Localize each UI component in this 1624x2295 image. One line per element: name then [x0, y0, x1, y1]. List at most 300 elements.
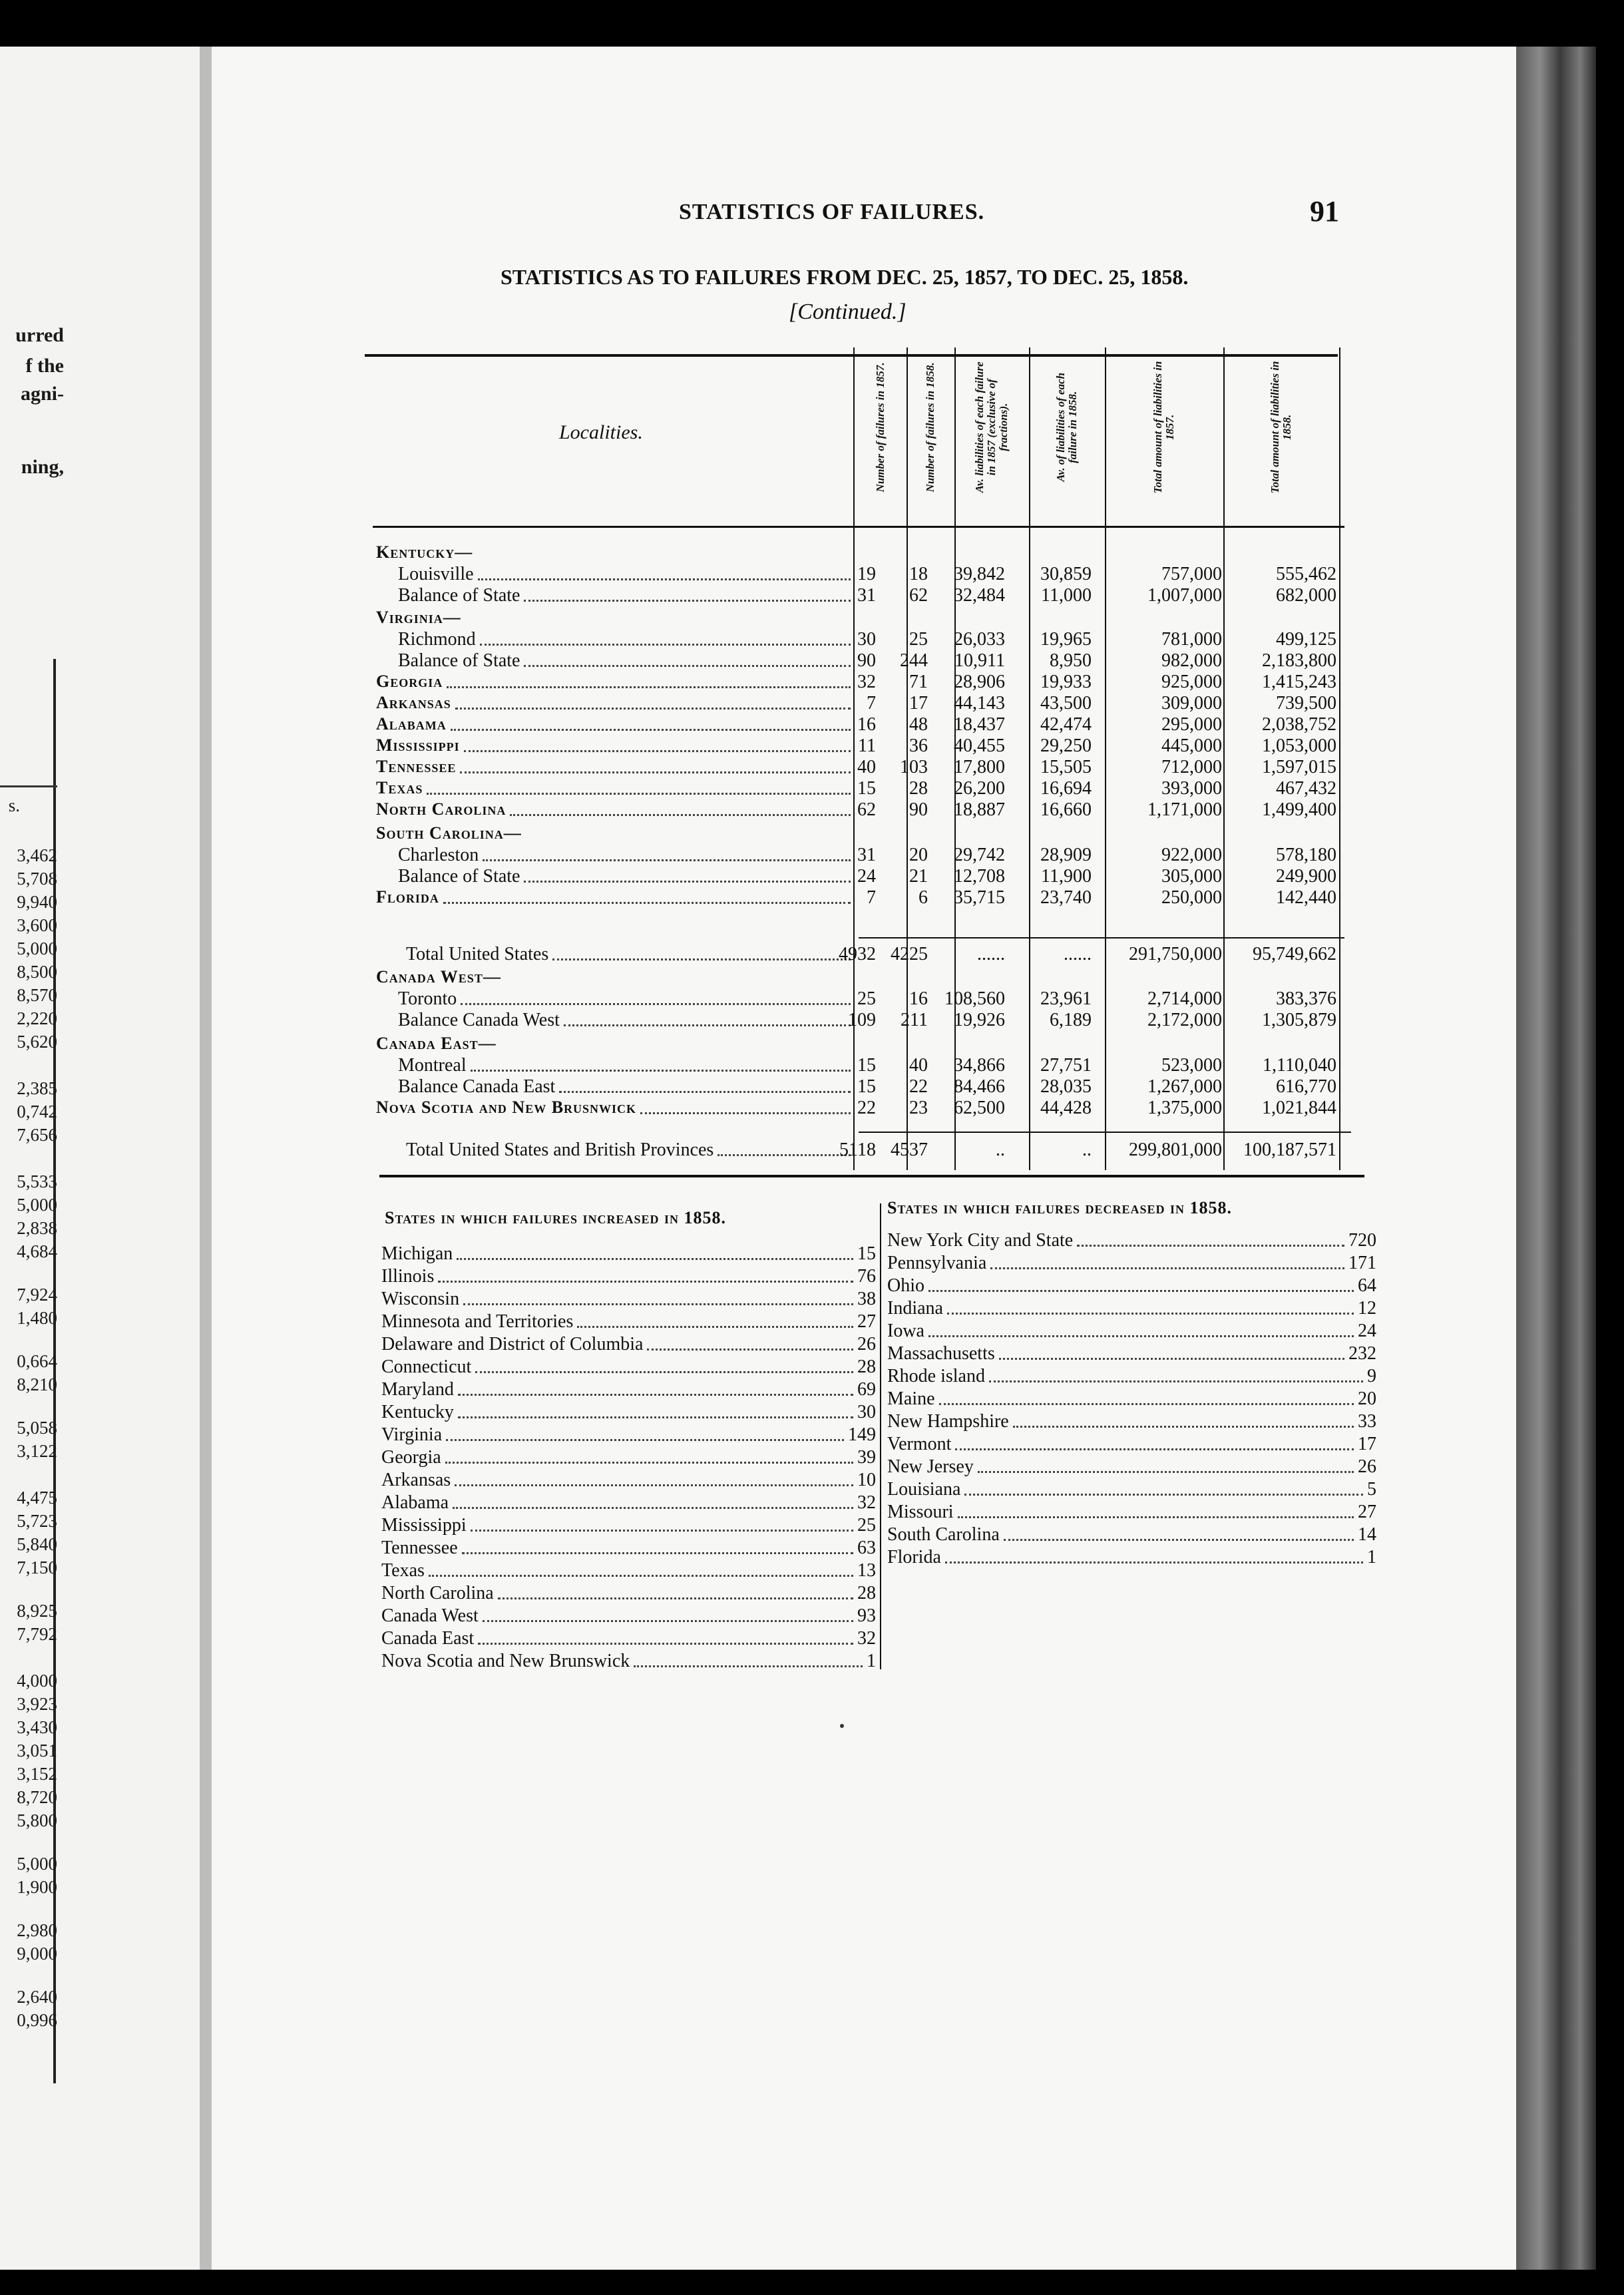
list-item-name: Louisiana [887, 1479, 961, 1500]
leader-dots [964, 1479, 1363, 1496]
list-item-value: 76 [857, 1266, 876, 1287]
row-cell: 29,250 [1040, 735, 1092, 756]
list-item [381, 1334, 876, 1355]
left-number: 9,000 [17, 1944, 57, 1964]
list-item [887, 1366, 1376, 1387]
left-number: 7,924 [17, 1285, 57, 1305]
table-row [0, 967, 1624, 988]
left-number: 7,150 [17, 1558, 57, 1577]
row-cell: 578,180 [1276, 845, 1336, 865]
list-item-name: Vermont [887, 1434, 952, 1454]
list-item [381, 1402, 876, 1423]
list-item-value: 26 [857, 1334, 876, 1355]
left-text-fragment: urred [15, 324, 64, 346]
list-item-name: Tennessee [381, 1538, 458, 1558]
row-cell: 445,000 [1161, 735, 1222, 756]
leader-dots [457, 1243, 853, 1260]
row-cell: 10,911 [954, 650, 1005, 671]
list-item [887, 1321, 1376, 1342]
list-item [887, 1298, 1376, 1319]
row-cell: 20 [909, 845, 928, 865]
row-cell: 11 [858, 735, 876, 756]
row-cell: 28,906 [954, 672, 1005, 692]
leader-dots [455, 693, 851, 710]
list-item-name: Massachusetts [887, 1343, 995, 1364]
row-locality: Louisville [398, 564, 474, 584]
row-cell: 4537 [891, 1140, 928, 1160]
table-row [0, 564, 1624, 585]
row-cell: 16 [909, 988, 928, 1009]
list-item-value: 32 [857, 1628, 876, 1649]
left-number: 5,533 [17, 1171, 57, 1191]
leader-dots [990, 1253, 1344, 1269]
left-number: 7,656 [17, 1125, 57, 1145]
list-item-name: Nova Scotia and New Brunswick [381, 1651, 630, 1671]
row-cell: 25 [909, 629, 928, 650]
leader-dots [939, 1388, 1354, 1405]
left-number: 3,462 [17, 845, 57, 865]
row-cell: 32 [857, 672, 876, 692]
list-item [887, 1230, 1376, 1251]
leader-dots [989, 1366, 1363, 1382]
row-cell: 1,499,400 [1262, 799, 1336, 820]
row-locality: Charleston [398, 845, 479, 865]
list-item [887, 1343, 1376, 1364]
list-item [887, 1275, 1376, 1297]
row-cell: 1,415,243 [1262, 672, 1336, 692]
row-cell: 249,900 [1276, 866, 1336, 887]
left-number: 8,500 [17, 962, 57, 982]
table-row [0, 714, 1624, 735]
list-item-value: 28 [857, 1583, 876, 1603]
leader-dots [928, 1321, 1354, 1337]
list-item-name: Alabama [381, 1492, 449, 1513]
leader-dots [947, 1298, 1354, 1315]
list-item [887, 1502, 1376, 1523]
list-item-name: Minnesota and Territories [381, 1311, 574, 1332]
list-item-value: 63 [857, 1538, 876, 1558]
table-row [0, 735, 1624, 757]
page-number: 91 [1310, 195, 1339, 228]
row-cell: 26,200 [954, 778, 1005, 799]
row-cell: 28,035 [1040, 1076, 1092, 1097]
row-cell: 739,500 [1276, 693, 1336, 714]
list-item-name: Canada West [381, 1605, 479, 1626]
row-cell: 34,866 [954, 1055, 1005, 1076]
row-cell: 95,749,662 [1253, 944, 1336, 964]
left-number: 4,475 [17, 1488, 57, 1508]
list-item-value: 93 [857, 1605, 876, 1626]
row-cell: ...... [977, 944, 1005, 964]
list-item [887, 1456, 1376, 1478]
row-cell: 103 [900, 757, 928, 777]
list-item-value: 17 [1358, 1434, 1376, 1454]
row-cell: 24 [857, 866, 876, 887]
row-locality: Tennessee [376, 757, 457, 776]
increased-title: States in which failures increased in 1858. [385, 1208, 727, 1227]
row-cell: 2,183,800 [1262, 650, 1336, 671]
row-cell: 25 [857, 988, 876, 1009]
row-cell: 31 [857, 845, 876, 865]
row-cell: 15 [857, 778, 876, 799]
leader-dots [1013, 1411, 1354, 1428]
list-item-value: 1 [867, 1651, 876, 1671]
row-cell: 11,900 [1041, 866, 1092, 887]
column-header-avg-liabilities-1857: Av. liabilities of each failure in 1857 (exclusive of fractions). [973, 361, 1010, 493]
list-item-value: 12 [1358, 1298, 1376, 1319]
list-item [887, 1388, 1376, 1410]
list-item [381, 1424, 876, 1446]
list-item-value: 39 [857, 1447, 876, 1468]
list-item [381, 1266, 876, 1287]
leader-dots [453, 1492, 853, 1509]
left-number: 3,923 [17, 1694, 57, 1714]
list-item-name: Missouri [887, 1502, 954, 1522]
row-cell: 1,171,000 [1147, 799, 1222, 820]
row-cell: 23,961 [1040, 988, 1092, 1009]
row-cell: 44,143 [954, 693, 1005, 714]
row-cell: 16 [857, 714, 876, 735]
row-cell: 90 [857, 650, 876, 671]
row-cell: 1,597,015 [1262, 757, 1336, 777]
leader-dots [429, 1560, 853, 1577]
row-cell: 27,751 [1040, 1055, 1092, 1076]
row-cell: 5118 [839, 1140, 876, 1160]
column-header-failures-1858: Number of failures in 1858. [924, 362, 937, 493]
left-number: 2,385 [17, 1078, 57, 1098]
list-item-name: North Carolina [381, 1583, 494, 1603]
list-item-value: 38 [857, 1289, 876, 1309]
list-item [381, 1583, 876, 1604]
column-header-total-liabilities-1858: Total amount of liabilities in 1858. [1269, 361, 1293, 494]
row-locality: Texas [376, 778, 423, 797]
row-cell: .. [996, 1140, 1005, 1160]
list-item-name: Wisconsin [381, 1289, 460, 1309]
row-cell: 12,708 [954, 866, 1005, 887]
row-cell: 499,125 [1276, 629, 1336, 650]
row-cell: 48 [909, 714, 928, 735]
table-row [0, 672, 1624, 693]
list-item-value: 232 [1348, 1343, 1376, 1364]
list-item [887, 1524, 1376, 1546]
left-text-fragment: ning, [21, 456, 64, 478]
leader-dots [958, 1502, 1354, 1518]
table-row [0, 799, 1624, 821]
row-cell: 712,000 [1161, 757, 1222, 777]
leader-dots [446, 1424, 844, 1441]
left-number: 5,000 [17, 939, 57, 958]
list-item-value: 1 [1367, 1547, 1376, 1567]
leader-dots [458, 1379, 853, 1396]
row-cell: 28 [909, 778, 928, 799]
row-cell: 100,187,571 [1243, 1140, 1336, 1160]
leader-dots [647, 1334, 853, 1351]
leader-dots [483, 845, 851, 861]
row-cell: 18 [909, 564, 928, 584]
row-cell: 62 [909, 585, 928, 606]
list-item-name: Canada East [381, 1628, 475, 1649]
row-cell: 18,437 [954, 714, 1005, 735]
row-cell: 7 [867, 693, 876, 714]
leader-dots [999, 1343, 1344, 1360]
left-number: 9,940 [17, 892, 57, 912]
running-title: STATISTICS OF FAILURES. [679, 200, 985, 224]
left-text-fragment: agni- [20, 383, 64, 405]
row-cell: 84,466 [954, 1076, 1005, 1097]
row-cell: 30,859 [1040, 564, 1092, 584]
left-number: 0,742 [17, 1102, 57, 1122]
row-cell: 244 [900, 650, 928, 671]
row-cell: 682,000 [1276, 585, 1336, 606]
left-col-label: s. [8, 795, 20, 815]
row-cell: 1,053,000 [1262, 735, 1336, 756]
list-item [381, 1651, 876, 1672]
row-cell: 62 [857, 799, 876, 820]
left-number: 4,000 [17, 1671, 57, 1691]
leader-dots [498, 1583, 853, 1599]
list-item [381, 1379, 876, 1400]
list-item-value: 13 [857, 1560, 876, 1581]
row-cell: 19 [857, 564, 876, 584]
row-cell: 16,660 [1040, 799, 1092, 820]
list-item-value: 27 [1358, 1502, 1376, 1522]
table-header-rule [373, 526, 1344, 528]
row-cell: 467,432 [1276, 778, 1336, 799]
list-item [381, 1515, 876, 1536]
table-row [0, 778, 1624, 799]
leader-dots [510, 799, 851, 816]
row-cell: 291,750,000 [1129, 944, 1222, 964]
row-cell: 616,770 [1276, 1076, 1336, 1097]
row-cell: 23,740 [1040, 887, 1092, 908]
list-item-name: Michigan [381, 1243, 453, 1264]
table-row [0, 1010, 1624, 1031]
row-cell: 29,742 [954, 845, 1005, 865]
row-locality: Virginia— [376, 608, 461, 627]
row-cell: 250,000 [1161, 887, 1222, 908]
table-total-rule-1 [859, 937, 1344, 939]
list-item-name: New Hampshire [887, 1411, 1009, 1432]
localities-header: Localities. [559, 421, 643, 443]
row-locality: Total United States [406, 944, 549, 964]
leader-dots [928, 1275, 1354, 1292]
left-number: 7,792 [17, 1624, 57, 1644]
row-locality: Canada East— [376, 1034, 497, 1053]
list-item-value: 32 [857, 1492, 876, 1513]
leader-dots [483, 1605, 853, 1622]
row-cell: 32,484 [954, 585, 1005, 606]
table-row [0, 585, 1624, 606]
left-number: 0,664 [17, 1351, 57, 1371]
row-cell: 71 [909, 672, 928, 692]
table-total-row [0, 1140, 1624, 1161]
left-number: 3,430 [17, 1717, 57, 1737]
row-locality: Arkansas [376, 693, 451, 712]
row-cell: 925,000 [1161, 672, 1222, 692]
leader-dots [458, 1402, 853, 1418]
row-cell: 383,376 [1276, 988, 1336, 1009]
list-item-value: 27 [857, 1311, 876, 1332]
list-item [381, 1447, 876, 1468]
left-number: 5,000 [17, 1854, 57, 1874]
list-item [381, 1492, 876, 1514]
column-header-avg-liabilities-1858: Av. of liabilities of each failure in 1858. [1054, 373, 1079, 482]
row-cell: 781,000 [1161, 629, 1222, 650]
list-item-name: Mississippi [381, 1515, 467, 1536]
list-item [381, 1470, 876, 1491]
row-locality: Richmond [398, 629, 476, 650]
list-item [887, 1434, 1376, 1455]
list-item-value: 14 [1358, 1524, 1376, 1545]
list-item-name: Florida [887, 1547, 941, 1567]
list-item [381, 1628, 876, 1649]
row-cell: 211 [901, 1010, 928, 1030]
row-cell: 2,172,000 [1147, 1010, 1222, 1030]
row-cell: 19,965 [1040, 629, 1092, 650]
leader-dots [524, 866, 851, 883]
leader-dots [475, 1356, 853, 1373]
left-number: 3,600 [17, 915, 57, 935]
row-cell: 108,560 [944, 988, 1005, 1009]
row-cell: 62,500 [954, 1098, 1005, 1118]
column-header-total-liabilities-1857: Total amount of liabilities in 1857. [1151, 361, 1176, 494]
list-item-value: 20 [1358, 1388, 1376, 1409]
leader-dots [634, 1651, 863, 1667]
list-item-value: 10 [857, 1470, 876, 1490]
list-item-value: 5 [1367, 1479, 1376, 1500]
left-number: 2,838 [17, 1218, 57, 1238]
row-cell: 16,694 [1040, 778, 1092, 799]
row-locality: Canada West— [376, 967, 501, 986]
table-subtitle: [Continued.] [789, 300, 907, 324]
left-number: 5,620 [17, 1032, 57, 1052]
list-item [887, 1411, 1376, 1432]
row-cell: 15 [857, 1055, 876, 1076]
list-item-name: Maine [887, 1388, 935, 1409]
row-cell: 555,462 [1276, 564, 1336, 584]
table-row [0, 1098, 1624, 1119]
leader-dots [717, 1140, 851, 1156]
row-cell: 1,305,879 [1262, 1010, 1336, 1030]
list-item [381, 1311, 876, 1333]
row-cell: 31 [857, 585, 876, 606]
row-cell: 393,000 [1161, 778, 1222, 799]
table-row [0, 1055, 1624, 1076]
list-item-name: Ohio [887, 1275, 924, 1296]
row-cell: 4225 [891, 944, 928, 964]
row-cell: 17,800 [954, 757, 1005, 777]
list-divider [880, 1203, 881, 1669]
leader-dots [552, 944, 851, 960]
list-item-value: 9 [1367, 1366, 1376, 1386]
table-row [0, 1034, 1624, 1055]
left-number: 8,570 [17, 985, 57, 1005]
row-cell: 39,842 [954, 564, 1005, 584]
row-cell: 6,189 [1050, 1010, 1092, 1030]
table-row [0, 608, 1624, 629]
leader-dots [480, 629, 851, 646]
left-number: 8,720 [17, 1787, 57, 1807]
left-number: 1,480 [17, 1308, 57, 1328]
list-item-name: Texas [381, 1560, 425, 1581]
row-cell: 36 [909, 735, 928, 756]
row-cell: 1,375,000 [1147, 1098, 1222, 1118]
list-item-name: Delaware and District of Columbia [381, 1334, 644, 1355]
row-cell: 90 [909, 799, 928, 820]
row-locality: Toronto [398, 988, 457, 1009]
leader-dots [445, 1447, 853, 1464]
row-cell: 42,474 [1040, 714, 1092, 735]
row-locality: Balance Canada West [398, 1010, 560, 1030]
row-cell: 109 [848, 1010, 876, 1030]
list-item [381, 1560, 876, 1581]
leader-dots [978, 1456, 1354, 1473]
list-item-name: Kentucky [381, 1402, 454, 1422]
row-locality: Balance of State [398, 866, 520, 887]
list-item [381, 1605, 876, 1627]
list-item [381, 1289, 876, 1310]
row-cell: 4932 [839, 944, 876, 964]
list-item-value: 720 [1348, 1230, 1376, 1251]
left-number: 1,900 [17, 1877, 57, 1897]
left-text-fragment: f the [25, 355, 64, 377]
leader-dots [460, 757, 851, 773]
row-cell: 2,038,752 [1262, 714, 1336, 735]
left-number: 8,925 [17, 1601, 57, 1621]
table-row [0, 629, 1624, 650]
row-cell: 15 [857, 1076, 876, 1097]
column-header-failures-1857: Number of failures in 1857. [874, 362, 887, 493]
list-item-value: 25 [857, 1515, 876, 1536]
list-item-value: 69 [857, 1379, 876, 1400]
row-cell: 40,455 [954, 735, 1005, 756]
row-locality: Florida [376, 887, 439, 907]
row-cell: 44,428 [1040, 1098, 1092, 1118]
row-cell: 1,021,844 [1262, 1098, 1336, 1118]
list-item-name: Pennsylvania [887, 1253, 987, 1273]
row-cell: 6 [918, 887, 928, 908]
row-locality: Balance Canada East [398, 1076, 556, 1097]
row-cell: 305,000 [1161, 866, 1222, 887]
leader-dots [564, 1010, 851, 1026]
row-cell: 295,000 [1161, 714, 1222, 735]
left-number: 5,840 [17, 1534, 57, 1554]
leader-dots [451, 714, 851, 731]
leader-dots [464, 735, 851, 752]
table-row [0, 542, 1624, 564]
left-number: 3,152 [17, 1764, 57, 1784]
list-item-name: Arkansas [381, 1470, 451, 1490]
row-cell: 19,926 [954, 1010, 1005, 1030]
list-item-value: 28 [857, 1356, 876, 1377]
left-number: 4,684 [17, 1241, 57, 1261]
row-locality: Alabama [376, 714, 447, 733]
list-item-name: New York City and State [887, 1230, 1074, 1251]
left-number: 5,000 [17, 1195, 57, 1215]
list-item-name: South Carolina [887, 1524, 1000, 1545]
row-cell: 21 [909, 866, 928, 887]
row-cell: 26,033 [954, 629, 1005, 650]
list-item [381, 1356, 876, 1378]
list-item-name: New Jersey [887, 1456, 974, 1477]
table-row [0, 757, 1624, 778]
row-cell: 40 [909, 1055, 928, 1076]
row-locality: Balance of State [398, 585, 520, 606]
leader-dots [640, 1098, 851, 1114]
row-cell: 22 [909, 1076, 928, 1097]
row-cell: 17 [909, 693, 928, 714]
leader-dots [462, 1538, 853, 1554]
